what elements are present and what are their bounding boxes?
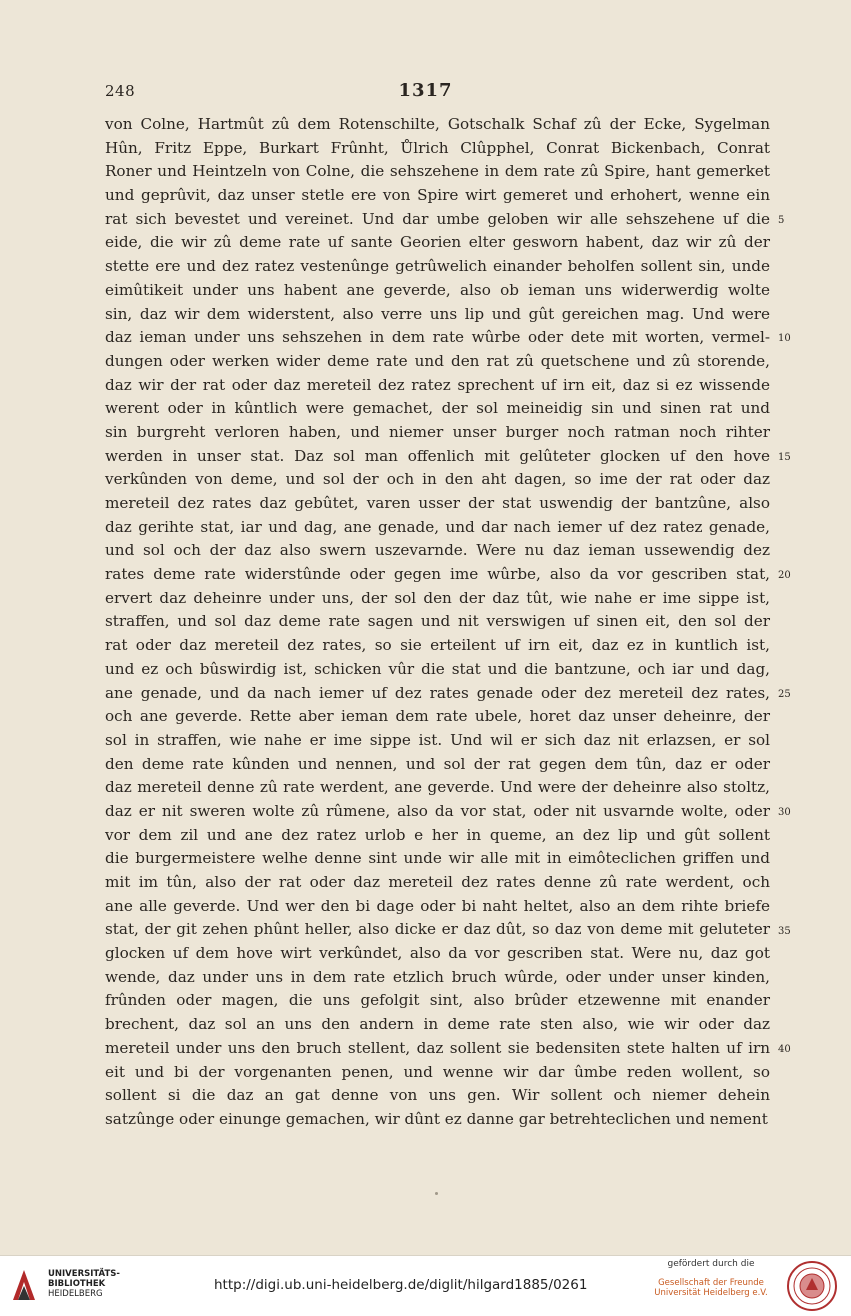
- text-line: satzûnge oder einunge gemachen, wir dûnt ez danne gar betrehteclichen und nement: [105, 1109, 768, 1128]
- text-line: daz ieman under uns sehszehen in dem rate wûrbe oder dete mit worten, vermel-: [105, 328, 770, 347]
- text-line: vor dem zil und ane dez ratez urlob e her in queme, an dez lip und gût sollent: [105, 825, 770, 844]
- text-line: verkûnden von deme, und sol der och in den aht dagen, so ime der rat oder daz: [105, 470, 770, 489]
- sponsor-block[interactable]: [650, 1259, 772, 1298]
- line-number: 10: [778, 333, 791, 345]
- text-line: von Colne, Hartmût zû dem Rotenschilte, Gotschalk Schaf zû der Ecke, Sygelman: [105, 115, 770, 133]
- document-body: [105, 113, 770, 1132]
- document-number: 1317: [398, 80, 453, 101]
- text-line: ervert daz deheinre under uns, der sol den der daz tût, wie nahe er ime sippe ist,: [105, 588, 770, 607]
- text-line: eit und bi der vorgenanten penen, und wenne wir dar ûmbe reden wollent, so: [105, 1062, 770, 1081]
- line-number: 15: [778, 451, 791, 463]
- sponsor-name-line-2: Universität Heidelberg e.V.: [654, 1288, 768, 1298]
- text-line: ane genade, und da nach iemer uf dez rates genade oder dez mereteil dez rates,: [105, 683, 770, 702]
- text-line: sollent si die daz an gat denne von uns gen. Wir sollent och niemer dehein: [105, 1086, 770, 1105]
- text-line: wende, daz under uns in dem rate etzlich bruch wûrde, oder under unser kinden,: [105, 967, 770, 986]
- page-speck: [435, 1192, 438, 1195]
- sponsor-label: gefördert durch die: [667, 1259, 755, 1269]
- line-number: 40: [778, 1044, 791, 1056]
- text-line: brechent, daz sol an uns den andern in deme rate sten also, wie wir oder daz: [105, 1015, 770, 1034]
- university-library-name: [48, 1269, 120, 1299]
- text-line: werden in unser stat. Daz sol man offenlich mit gelûteter glocken uf den hove: [105, 446, 770, 465]
- text-line: ane alle geverde. Und wer den bi dage oder bi naht heltet, also an dem rihte briefe: [105, 896, 770, 915]
- library-line-1: UNIVERSITÄTS-: [48, 1269, 120, 1279]
- library-line-3: HEIDELBERG: [48, 1289, 103, 1299]
- line-number: 25: [778, 688, 791, 700]
- text-line: mereteil dez rates daz gebûtet, varen usser der stat uswendig der bantzûne, also: [105, 494, 770, 512]
- text-line: eimûtikeit under uns habent ane geverde, also ob ieman uns widerwerdig wolte: [105, 280, 770, 299]
- text-line: werent oder in kûntlich were gemachet, der sol meineidig sin und sinen rat und: [105, 399, 770, 418]
- text-line: und geprûvit, daz unser stetle ere von Spire wirt gemeret und erhohert, wenne ein: [105, 186, 770, 205]
- text-line: die burgermeistere welhe denne sint unde wir alle mit in eimôteclichen griffen und: [105, 849, 770, 868]
- text-line: und ez och bûswirdig ist, schicken vûr die stat und die bantzune, och iar und dag,: [105, 659, 770, 678]
- text-line: daz er nit sweren wolte zû rûmene, also da vor stat, oder nit usvarnde wolte, oder: [105, 801, 770, 820]
- line-number: 35: [778, 925, 791, 937]
- university-library-logo-icon[interactable]: [9, 1264, 39, 1304]
- text-line: eide, die wir zû deme rate uf sante Georien elter gesworn habent, daz wir zû der: [105, 233, 770, 252]
- text-line: den deme rate kûnden und nennen, und sol der rat gegen dem tûn, daz er oder: [105, 754, 770, 773]
- text-line: stat, der git zehen phûnt heller, also dicke er daz dût, so daz von deme mit geluteter: [105, 920, 770, 939]
- text-line: stette ere und dez ratez vestenûnge getrûwelich einander beholfen sollent sin, unde: [105, 257, 770, 276]
- text-line: dungen oder werken wider deme rate und den rat zû quetschene und zû storende,: [105, 351, 770, 370]
- sponsor-name-line-1: Gesellschaft der Freunde: [658, 1278, 764, 1288]
- line-number: 5: [778, 214, 785, 226]
- text-line: mit im tûn, also der rat oder daz mereteil dez rates denne zû rate werdent, och: [105, 873, 770, 891]
- text-line: och ane geverde. Rette aber ieman dem rate ubele, horet daz unser deheinre, der: [105, 707, 770, 726]
- university-seal-icon: [786, 1260, 838, 1312]
- text-line: rates deme rate widerstûnde oder gegen ime wûrbe, also da vor gescriben stat,: [105, 565, 770, 584]
- text-line: daz mereteil denne zû rate werdent, ane geverde. Und were der deheinre also stoltz,: [105, 778, 770, 797]
- text-line: sin burgreht verloren haben, und niemer unser burger noch ratman noch rihter: [105, 422, 770, 441]
- text-line: sin, daz wir dem widerstent, also verre uns lip und gût gereichen mag. Und were: [105, 304, 770, 323]
- page-number: 248: [105, 82, 136, 100]
- text-line: rat sich bevestet und vereinet. Und dar umbe geloben wir alle sehszehene uf die: [105, 209, 770, 228]
- text-line: rat oder daz mereteil dez rates, so sie erteilent uf irn eit, daz ez in kuntlich ist,: [105, 636, 770, 655]
- text-line: frûnden oder magen, die uns gefolgit sint, also brûder etzewenne mit enander: [105, 991, 770, 1010]
- library-line-2: BIBLIOTHEK: [48, 1279, 106, 1289]
- line-number: 30: [778, 807, 791, 819]
- text-line: glocken uf dem hove wirt verkûndet, also da vor gescriben stat. Were nu, daz got: [105, 944, 770, 963]
- text-line: mereteil under uns den bruch stellent, daz sollent sie bedensiten stete halten uf irn: [105, 1038, 770, 1057]
- text-line: und sol och der daz also swern uszevarnde. Were nu daz ieman ussewendig dez: [105, 541, 770, 560]
- viewer-footer: [0, 1255, 851, 1316]
- text-line: Roner und Heintzeln von Colne, die sehszehene in dem rate zû Spire, hant gemerket: [105, 162, 770, 181]
- text-line: straffen, und sol daz deme rate sagen und nit verswigen uf sinen eit, den sol der: [105, 612, 770, 631]
- permalink-url[interactable]: http://digi.ub.uni-heidelberg.de/diglit/hilgard1885/0261: [214, 1277, 588, 1293]
- text-line: daz wir der rat oder daz mereteil dez ratez sprechent uf irn eit, daz si ez wissende: [105, 375, 770, 394]
- line-number: 20: [778, 570, 791, 582]
- text-line: daz gerihte stat, iar und dag, ane genade, und dar nach iemer uf dez ratez genade,: [105, 517, 770, 536]
- page-header: [0, 82, 851, 104]
- text-line: sol in straffen, wie nahe er ime sippe ist. Und wil er sich daz nit erlazsen, er sol: [105, 730, 770, 749]
- text-line: Hûn, Fritz Eppe, Burkart Frûnht, Ůlrich Clûpphel, Conrat Bickenbach, Conrat: [105, 138, 770, 157]
